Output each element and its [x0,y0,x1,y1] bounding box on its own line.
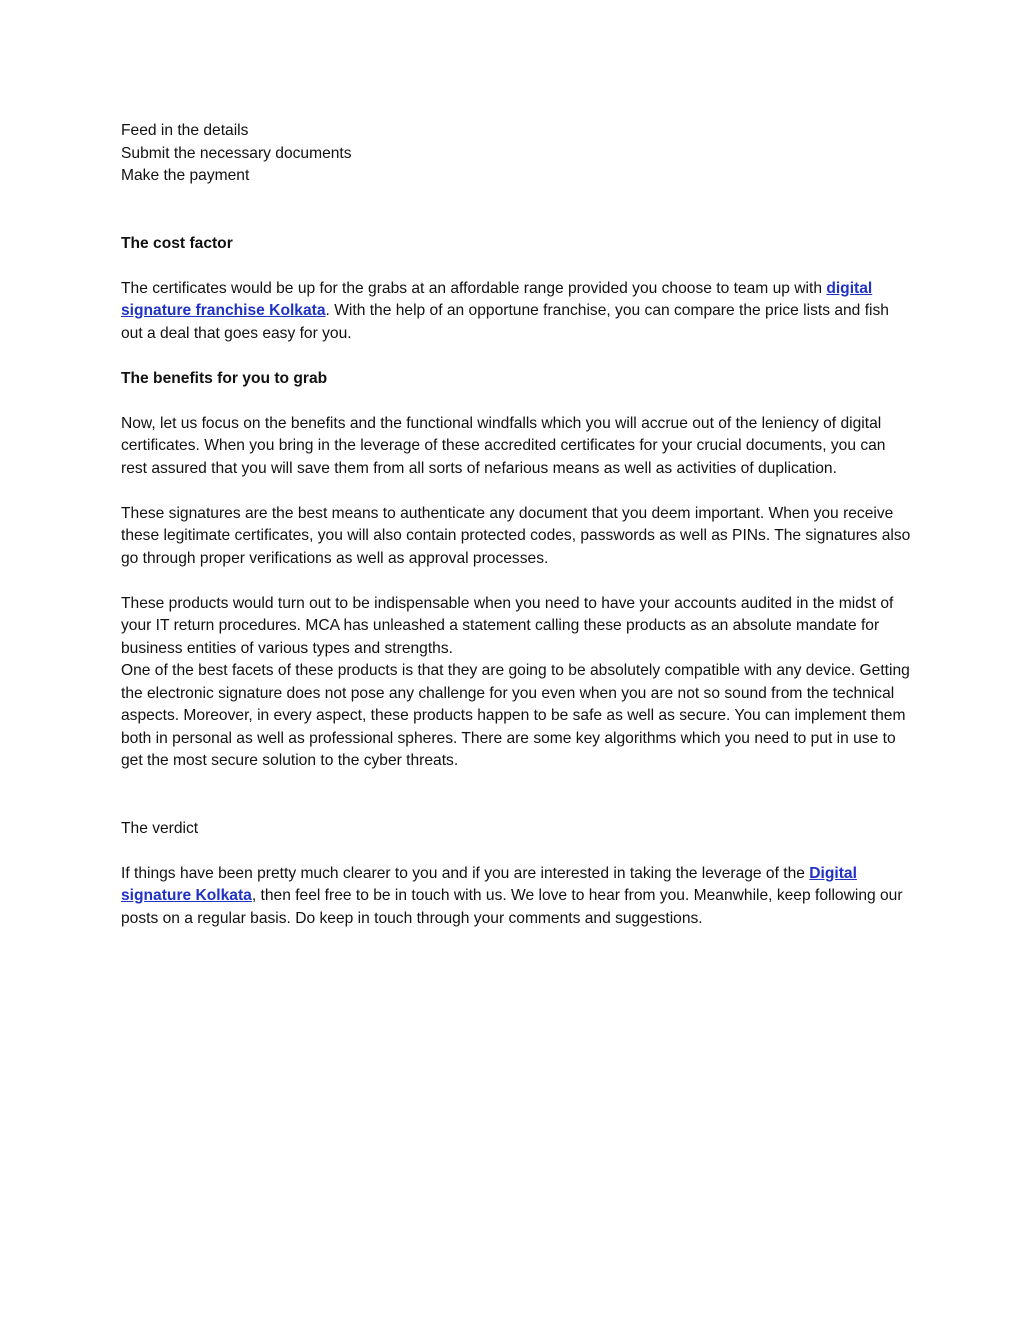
cost-factor-paragraph [121,278,911,346]
document-page [121,120,911,930]
verdict-text-before-link: If things have been pretty much clearer to you and if you are interested in taking the leverage of the [121,864,810,882]
cost-text-before-link: The certificates would be up for the grabs at an affordable range provided you choose to team up with [121,279,827,297]
verdict-heading: The verdict [121,819,199,837]
cost-factor-heading: The cost factor [121,234,233,252]
step-item: Feed in the details [121,122,249,139]
step-item: Make the payment [121,167,250,184]
benefits-paragraph-2: These signatures are the best means to authenticate any document that you deem important. When you receive these legitimate certificates, you will also contain protected codes, passwords as well as PINs. The signatures also go through proper verifications as well as approval processes. [121,504,911,567]
verdict-paragraph [121,863,911,931]
digital-signature-kolkata-link[interactable]: Digital signature Kolkata [121,864,857,904]
verdict-text-after-link: , then feel free to be in touch with us. We love to hear from you. Meanwhile, keep following our posts on a regular basis. Do keep in touch through your comments and suggestions. [121,887,903,927]
digital-signature-franchise-link[interactable]: digital signature franchise Kolkata [121,279,873,319]
benefits-paragraph-1: Now, let us focus on the benefits and the functional windfalls which you will accrue out of the leniency of digital certificates. When you bring in the leverage of these accredited certificates for your crucial documents, you can rest assured that you will save them from all sorts of nefarious means as well as activities of duplication. [121,414,886,477]
benefits-heading: The benefits for you to grab [121,369,328,387]
steps-list [121,120,911,188]
cost-text-after-link: . With the help of an opportune franchise, you can compare the price lists and fish out a deal that goes easy for you. [121,302,889,342]
benefits-paragraph-4: One of the best facets of these products is that they are going to be absolutely compatible with any device. Getting the electronic signature does not pose any challenge for you even when you are not so sound from the technical aspects. Moreover, in every aspect, these products happen to be safe as well as secure. You can implement them both in personal as well as professional spheres. There are some key algorithms which you need to put in use to get the most secure solution to the cyber threats. [121,662,910,769]
step-item: Submit the necessary documents [121,144,352,162]
benefits-paragraph-3: These products would turn out to be indispensable when you need to have your accounts audited in the midst of your IT return procedures. MCA has unleashed a statement calling these products as an absolute mandate for business entities of various types and strengths. [121,594,894,657]
